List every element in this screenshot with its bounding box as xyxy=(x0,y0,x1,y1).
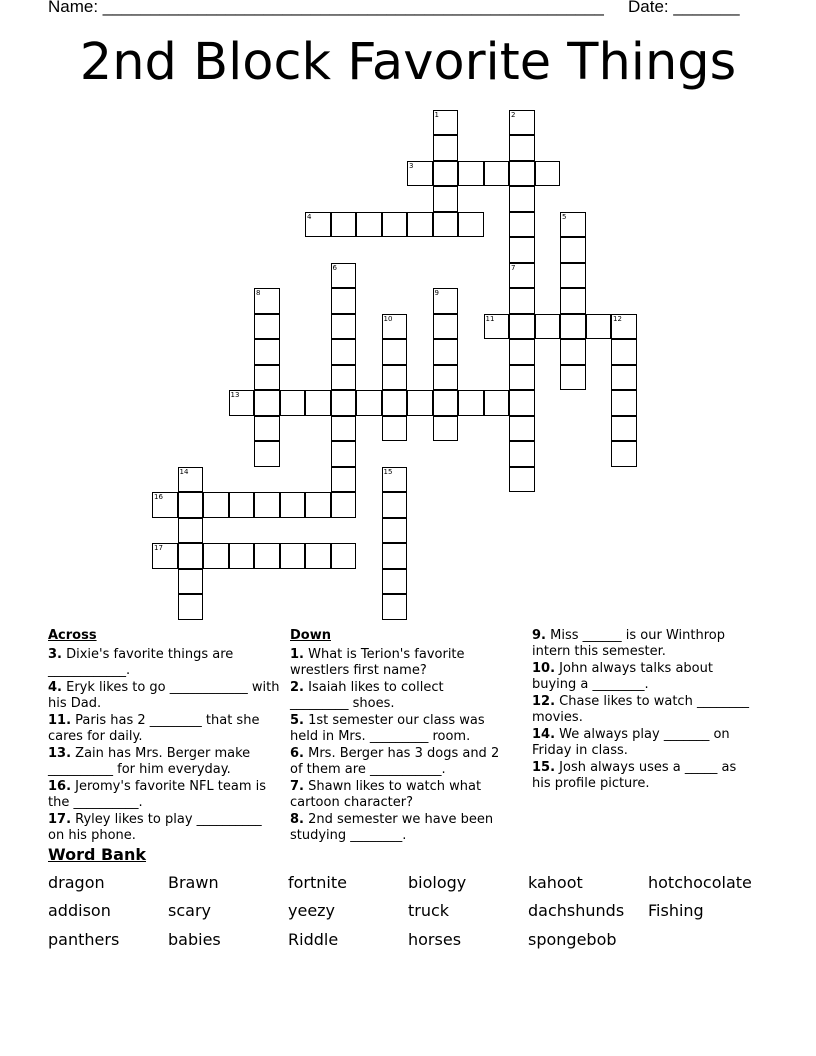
grid-cell[interactable] xyxy=(331,365,357,391)
grid-cell[interactable] xyxy=(560,365,586,391)
grid-cell[interactable] xyxy=(535,314,561,340)
down-clues-continued xyxy=(532,628,757,793)
grid-cell[interactable] xyxy=(305,390,331,416)
clue-number: 2 xyxy=(511,110,516,119)
clue-text: Mrs. Berger has 3 dogs and 2 of them are ___________. xyxy=(290,746,500,777)
clue xyxy=(48,812,280,844)
clue-text: Ryley likes to play __________ on his phone. xyxy=(48,812,262,843)
clue-num: 16. xyxy=(48,779,72,794)
clue xyxy=(532,760,757,792)
clue-number: 5 xyxy=(562,212,567,221)
grid-cell[interactable] xyxy=(560,339,586,365)
clue xyxy=(48,647,280,679)
clue-text: Paris has 2 ________ that she cares for daily. xyxy=(48,713,260,744)
grid-cell[interactable] xyxy=(560,237,586,263)
word-bank-item: dragon xyxy=(48,873,105,892)
clue-number: 16 xyxy=(154,493,163,502)
grid-cell[interactable] xyxy=(433,135,459,161)
clue-num: 17. xyxy=(48,812,72,827)
clue-text: Miss ______ is our Winthrop intern this semester. xyxy=(532,628,725,659)
word-bank-item: hotchocolate xyxy=(648,873,752,892)
down-heading: Down xyxy=(290,628,331,643)
grid-cell[interactable] xyxy=(254,543,280,569)
grid-cell[interactable] xyxy=(509,467,535,493)
clue-number: 10 xyxy=(383,314,393,323)
clue xyxy=(48,779,280,811)
grid-cell[interactable] xyxy=(433,161,459,187)
grid-cell[interactable] xyxy=(331,390,357,416)
grid-cell[interactable] xyxy=(178,569,204,595)
clue-num: 3. xyxy=(48,647,62,662)
clue-number: 7 xyxy=(511,263,516,272)
word-bank-item: Riddle xyxy=(288,930,339,949)
grid-cell[interactable] xyxy=(433,365,459,391)
grid-cell[interactable] xyxy=(280,543,306,569)
grid-cell[interactable] xyxy=(254,390,280,416)
grid-cell[interactable] xyxy=(305,492,331,518)
grid-cell[interactable] xyxy=(356,390,382,416)
word-bank-title: Word Bank xyxy=(48,845,147,864)
grid-cell[interactable] xyxy=(433,416,459,442)
grid-cell[interactable] xyxy=(331,288,357,314)
across-heading: Across xyxy=(48,628,97,643)
grid-cell[interactable] xyxy=(611,441,637,467)
word-bank-item: kahoot xyxy=(528,873,583,892)
grid-cell[interactable] xyxy=(331,212,357,238)
clue xyxy=(48,713,280,745)
clue-number: 3 xyxy=(409,161,414,170)
down-clues xyxy=(290,628,505,845)
clue-num: 15. xyxy=(532,760,556,775)
grid-cell[interactable] xyxy=(509,237,535,263)
grid-cell[interactable] xyxy=(229,543,255,569)
word-bank-item: horses xyxy=(408,930,462,949)
clue xyxy=(290,680,505,712)
clue-text: Zain has Mrs. Berger make __________ for him everyday. xyxy=(48,746,251,777)
clue-num: 10. xyxy=(532,661,556,676)
grid-cell[interactable] xyxy=(407,212,433,238)
grid-cell[interactable] xyxy=(178,492,204,518)
clue xyxy=(48,746,280,778)
grid-cell[interactable] xyxy=(382,212,408,238)
word-bank-item: addison xyxy=(48,901,111,920)
grid-cell[interactable] xyxy=(331,441,357,467)
clue-text: 2nd semester we have been studying ________. xyxy=(290,812,494,843)
grid-cell[interactable] xyxy=(509,441,535,467)
across-clues xyxy=(48,628,280,845)
clue xyxy=(532,661,757,693)
word-bank-item: fortnite xyxy=(288,873,347,892)
clue-num: 14. xyxy=(532,727,556,742)
clue-num: 2. xyxy=(290,680,304,695)
grid-cell[interactable] xyxy=(254,492,280,518)
word-bank-item: Brawn xyxy=(168,873,219,892)
clue-num: 6. xyxy=(290,746,304,761)
grid-cell[interactable] xyxy=(254,365,280,391)
grid-cell[interactable] xyxy=(178,543,204,569)
down-clue-list xyxy=(290,647,505,844)
grid-cell[interactable] xyxy=(229,492,255,518)
clue-number: 15 xyxy=(383,467,393,476)
clue xyxy=(532,727,757,759)
clue-text: Isaiah likes to collect _________ shoes. xyxy=(290,680,444,711)
page-title: 2nd Block Favorite Things xyxy=(79,33,737,92)
name-label: Name: xyxy=(48,0,103,16)
grid-cell[interactable] xyxy=(254,441,280,467)
grid-cell[interactable] xyxy=(509,365,535,391)
clue-number: 1 xyxy=(434,110,439,119)
grid-cell[interactable] xyxy=(331,339,357,365)
grid-cell[interactable] xyxy=(382,594,408,620)
grid-cell[interactable] xyxy=(254,314,280,340)
grid-cell[interactable] xyxy=(458,212,484,238)
word-bank-item: spongebob xyxy=(528,930,617,949)
grid-cell[interactable] xyxy=(611,390,637,416)
word-bank-item: scary xyxy=(168,901,211,920)
grid-cell[interactable] xyxy=(611,339,637,365)
grid-cell[interactable] xyxy=(458,161,484,187)
grid-cell[interactable] xyxy=(611,416,637,442)
grid-cell[interactable] xyxy=(382,416,408,442)
clue-num: 13. xyxy=(48,746,72,761)
grid-cell[interactable] xyxy=(280,492,306,518)
word-bank-item: Fishing xyxy=(648,901,704,920)
clue-text: Josh always uses a _____ as his profile picture. xyxy=(532,760,737,791)
name-blank[interactable]: _____________________________________________________ xyxy=(102,0,604,16)
clue-text: Chase likes to watch ________ movies. xyxy=(532,694,749,725)
grid-cell[interactable] xyxy=(484,390,510,416)
grid-cell[interactable] xyxy=(178,594,204,620)
grid-cell[interactable] xyxy=(382,543,408,569)
clue-text: Eryk likes to go ____________ with his Dad. xyxy=(48,680,280,711)
clue-text: Jeromy's favorite NFL team is the __________. xyxy=(48,779,267,810)
word-bank-item: panthers xyxy=(48,930,120,949)
grid-cell[interactable] xyxy=(203,492,229,518)
grid-cell[interactable] xyxy=(433,186,459,212)
grid-cell[interactable] xyxy=(484,161,510,187)
down-clue-list-continued xyxy=(532,628,757,792)
grid-cell[interactable] xyxy=(509,390,535,416)
grid-cell[interactable] xyxy=(586,314,612,340)
grid-cell[interactable] xyxy=(509,416,535,442)
grid-cell[interactable] xyxy=(433,339,459,365)
clue-number: 9 xyxy=(434,289,439,298)
grid-cell[interactable] xyxy=(509,288,535,314)
clue-num: 4. xyxy=(48,680,62,695)
grid-cell[interactable] xyxy=(509,212,535,238)
clue-num: 7. xyxy=(290,779,304,794)
grid-cell[interactable] xyxy=(382,518,408,544)
clue-text: Shawn likes to watch what cartoon character? xyxy=(290,779,482,810)
grid-cell[interactable] xyxy=(305,543,331,569)
grid-cell[interactable] xyxy=(382,492,408,518)
clue xyxy=(48,680,280,712)
clue-num: 8. xyxy=(290,812,304,827)
grid-cell[interactable] xyxy=(331,416,357,442)
grid-cell[interactable] xyxy=(509,135,535,161)
grid-cell[interactable] xyxy=(433,390,459,416)
grid-cell[interactable] xyxy=(560,263,586,289)
grid-cell[interactable] xyxy=(560,288,586,314)
clue-num: 11. xyxy=(48,713,72,728)
grid-cell[interactable] xyxy=(382,390,408,416)
clue xyxy=(532,628,757,660)
grid-cell[interactable] xyxy=(331,543,357,569)
grid-cell[interactable] xyxy=(509,339,535,365)
clue-num: 1. xyxy=(290,647,304,662)
clue-number: 17 xyxy=(154,544,163,553)
grid-cell[interactable] xyxy=(280,390,306,416)
grid-cell[interactable] xyxy=(331,467,357,493)
word-bank-item: dachshunds xyxy=(528,901,625,920)
clue-num: 5. xyxy=(290,713,304,728)
clue-number: 12 xyxy=(613,314,622,323)
grid-cell[interactable] xyxy=(509,161,535,187)
clue-number: 4 xyxy=(307,212,312,221)
grid-cell[interactable] xyxy=(611,365,637,391)
grid-cell[interactable] xyxy=(331,492,357,518)
grid-cell[interactable] xyxy=(382,365,408,391)
clue-number: 8 xyxy=(256,289,261,298)
grid-cell[interactable] xyxy=(178,518,204,544)
clue-number: 6 xyxy=(332,263,337,272)
grid-cell[interactable] xyxy=(535,161,561,187)
grid-cell[interactable] xyxy=(254,339,280,365)
clue-number: 14 xyxy=(179,467,189,476)
clue xyxy=(290,812,505,844)
grid-cell[interactable] xyxy=(407,390,433,416)
grid-cell[interactable] xyxy=(382,339,408,365)
clue xyxy=(290,746,505,778)
grid-cell[interactable] xyxy=(382,569,408,595)
grid-cell[interactable] xyxy=(203,543,229,569)
word-bank-item: biology xyxy=(408,873,467,892)
grid-cell[interactable] xyxy=(331,314,357,340)
grid-cell[interactable] xyxy=(433,212,459,238)
word-bank-item: yeezy xyxy=(288,901,336,920)
grid-cell[interactable] xyxy=(254,416,280,442)
clue-text: John always talks about buying a ________. xyxy=(532,661,713,692)
clue-text: We always play _______ on Friday in class. xyxy=(532,727,730,758)
clue-number: 13 xyxy=(230,391,240,400)
clue-num: 9. xyxy=(532,628,546,643)
clue-number: 11 xyxy=(485,314,495,323)
clue xyxy=(290,647,505,679)
clue-text: 1st semester our class was held in Mrs. _________ room. xyxy=(290,713,485,744)
clue xyxy=(290,713,505,745)
word-bank-item: babies xyxy=(168,930,221,949)
clue-num: 12. xyxy=(532,694,556,709)
grid-cell[interactable] xyxy=(458,390,484,416)
clue xyxy=(290,779,505,811)
across-clue-list xyxy=(48,647,280,844)
grid-cell[interactable] xyxy=(356,212,382,238)
grid-cell[interactable] xyxy=(509,314,535,340)
date-label: Date: xyxy=(628,0,674,16)
grid-cell[interactable] xyxy=(433,314,459,340)
grid-cell[interactable] xyxy=(560,314,586,340)
clue-text: Dixie's favorite things are ____________. xyxy=(48,647,234,678)
grid-cell[interactable] xyxy=(509,186,535,212)
clue xyxy=(532,694,757,726)
date-blank[interactable]: _______ xyxy=(673,0,740,16)
word-bank-item: truck xyxy=(408,901,450,920)
clue-text: What is Terion's favorite wrestlers first name? xyxy=(290,647,465,678)
